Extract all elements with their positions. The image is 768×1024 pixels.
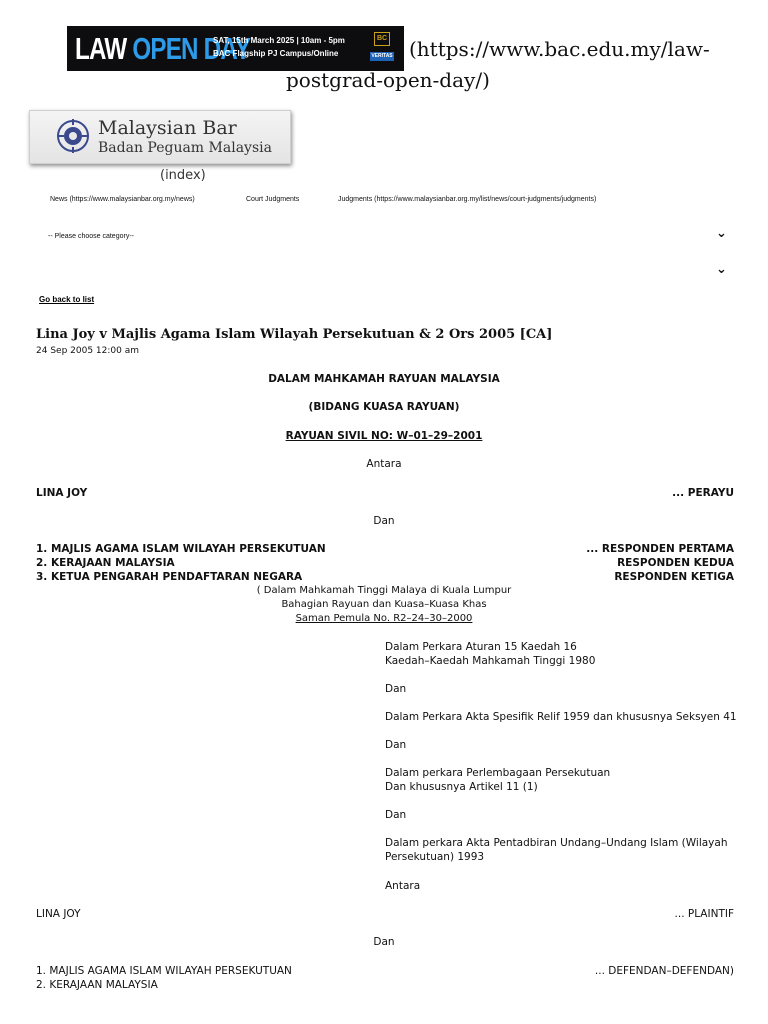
high-court-line-1: ( Dalam Mahkamah Tinggi Malaya di Kuala Lumpur [256,585,512,596]
article-date: 24 Sep 2005 12:00 am [36,346,139,356]
plaintiff-role: ... PLAINTIF [674,908,734,920]
defendant-1: 1. MAJLIS AGAMA ISLAM WILAYAH PERSEKUTUAN [36,965,292,977]
bac-logo: BC [374,32,390,46]
nav-item-news[interactable]: News (https://www.malaysianbar.org.my/news) [50,196,195,203]
appellant-role: ... PERAYU [672,487,734,499]
matter-3-line-1: Dalam perkara Perlembagaan Persekutuan [385,767,611,779]
respondent-3: 3. KETUA PENGARAH PENDAFTARAN NEGARA [36,571,303,583]
go-back-link[interactable]: Go back to list [39,295,95,304]
malaysian-bar-logo[interactable] [29,110,291,164]
antara-text: Antara [366,458,402,470]
malaysian-bar-emblem-icon [56,118,90,154]
matter-1-line-1: Dalam Perkara Aturan 15 Kaedah 16 [385,641,577,653]
logo-index-link[interactable]: (index) [160,168,206,183]
chevron-down-icon[interactable]: ⌄ [716,226,727,241]
logo-subtitle: Badan Peguam Malaysia [98,140,272,156]
page-title: Lina Joy v Majlis Agama Islam Wilayah Persekutuan & 2 Ors 2005 [CA] [36,327,553,342]
dan-text: Dan [385,809,407,821]
chevron-down-icon[interactable]: ⌄ [716,262,727,277]
respondent-1: 1. MAJLIS AGAMA ISLAM WILAYAH PERSEKUTUAN [36,543,326,555]
high-court-line-2: Bahagian Rayuan dan Kuasa–Kuasa Khas [281,599,487,610]
dan-text: Dan [373,936,395,948]
respondent-2: 2. KERAJAAN MALAYSIA [36,557,175,569]
defendant-2: 2. KERAJAAN MALAYSIA [36,979,158,991]
category-select[interactable]: -- Please choose category-- [48,233,134,240]
banner-law-open-day-text: LAW OPEN DAY [75,31,251,66]
defendants-role: ... DEFENDAN–DEFENDAN) [594,965,734,977]
matter-1-line-2: Kaedah–Kaedah Mahkamah Tinggi 1980 [385,655,596,667]
court-heading: DALAM MAHKAMAH RAYUAN MALAYSIA [268,373,500,385]
matter-4-line-2: Persekutuan) 1993 [385,851,485,863]
banner-link-text-continued[interactable]: postgrad-open-day/) [286,68,490,92]
nav-item-court-judgments[interactable]: Court Judgments [246,196,300,203]
respondent-2-role: RESPONDEN KEDUA [617,557,734,569]
dan-text: Dan [385,683,407,695]
matter-4-line-1: Dalam perkara Akta Pentadbiran Undang–Undang Islam (Wilayah [385,837,728,849]
banner-campus-line: BAC Flagship PJ Campus/Online [213,49,339,58]
appeal-number: RAYUAN SIVIL NO: W–01–29–2001 [285,430,483,442]
appellant-name: LINA JOY [36,487,88,499]
banner-date-line: SAT, 15th March 2025 | 10am - 5pm [213,36,345,45]
antara-text: Antara [385,880,421,892]
respondent-3-role: RESPONDEN KETIGA [614,571,734,583]
logo-title: Malaysian Bar [98,117,237,139]
banner-logos [370,32,396,64]
plaintiff-name: LINA JOY [36,908,81,920]
matter-2: Dalam Perkara Akta Spesifik Relif 1959 dan khususnya Seksyen 41 [385,711,737,723]
jurisdiction-heading: (BIDANG KUASA RAYUAN) [308,401,460,413]
banner-link-text[interactable]: (https://www.bac.edu.my/law- [409,37,710,61]
nav-item-judgments[interactable]: Judgments (https://www.malaysianbar.org.my/list/news/court-judgments/judgments) [338,196,597,203]
matter-3-line-2: Dan khususnya Artikel 11 (1) [385,781,538,793]
dan-text: Dan [373,515,395,527]
originating-summons-number: Saman Pemula No. R2–24–30–2000 [295,613,473,624]
respondent-1-role: ... RESPONDEN PERTAMA [586,543,734,555]
dan-text: Dan [385,739,407,751]
banner-event-info [213,34,345,60]
veritas-logo: VERITAS [371,53,393,59]
